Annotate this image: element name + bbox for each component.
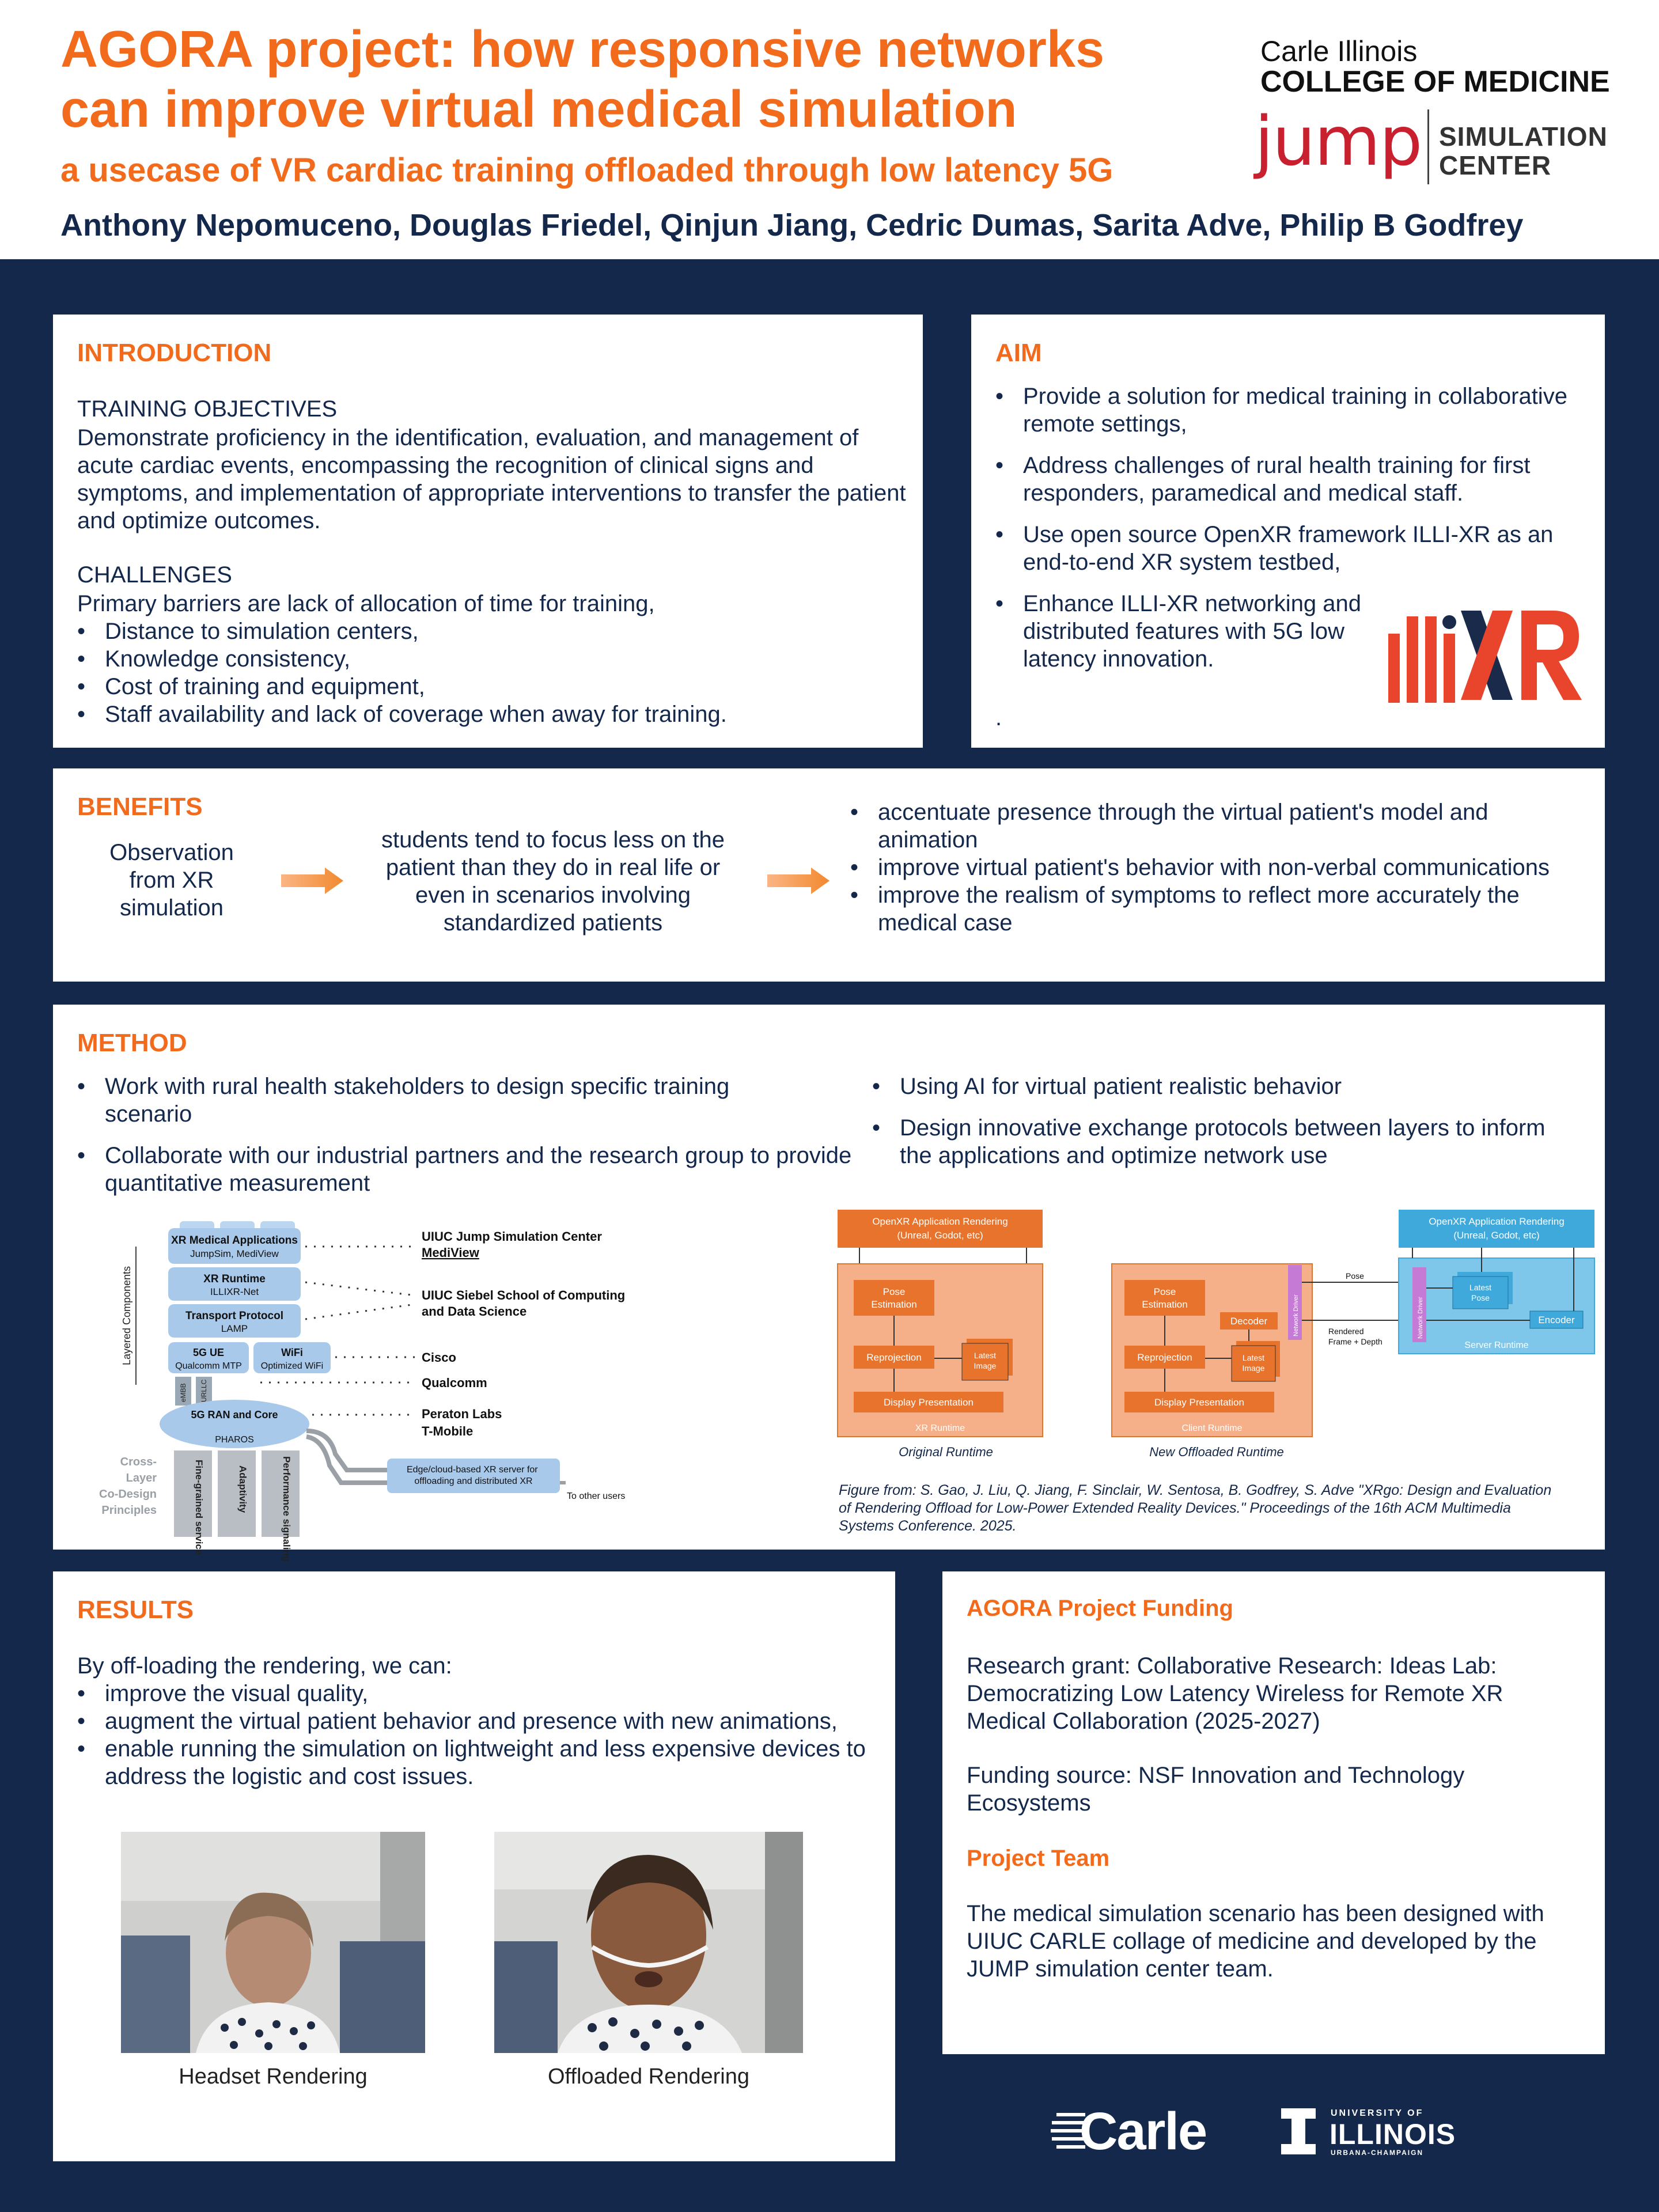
layer-name: XR Medical Applications (171, 1234, 298, 1247)
list-item: • Staff availability and lack of coverage when away for training. (77, 700, 907, 728)
decoder-label: Decoder (1230, 1316, 1268, 1327)
pose-label: Pose Estimation (1142, 1286, 1188, 1310)
server-app-box (1399, 1210, 1594, 1248)
logo-stroke (1425, 616, 1437, 703)
training-objectives-heading: TRAINING OBJECTIVES (77, 396, 338, 422)
cross-layer-label: Co-Design (99, 1488, 157, 1501)
display-label: Display Presentation (884, 1397, 974, 1408)
pose-label: Pose Estimation (871, 1286, 917, 1310)
list-item: • improve the realism of symptoms to reflect more accurately the medical case (850, 881, 1588, 937)
figure-reference: Figure from: S. Gao, J. Liu, Q. Jiang, F. Sinclair, W. Sentosa, B. Godfrey, S. Adve "XRgo: Design and Evaluation of Rendering Offload for Low-Power Extended Reality Devices." Proceedings of the 16th ACM Multimedia Systems Conference. 2025. (839, 1482, 1552, 1534)
wifi-detail: Optimized WiFi (260, 1361, 324, 1371)
logo-stroke (1521, 611, 1582, 700)
list-item: • Provide a solution for medical training in collaborative remote settings, (995, 382, 1583, 438)
list-item: • Work with rural health stakeholders to design specific training scenario (77, 1073, 734, 1128)
challenges-heading: CHALLENGES (77, 562, 232, 588)
encoder-label: Encoder (1538, 1315, 1575, 1325)
app-box-sub: (Unreal, Godot, etc) (897, 1230, 983, 1241)
layer-detail: ILLIXR-Net (210, 1286, 259, 1297)
list-item: • improve the visual quality, (77, 1680, 872, 1707)
carle-logo (1051, 2102, 1235, 2161)
pose-estimation-box (1124, 1280, 1205, 1316)
mini-label: eMBB (179, 1383, 187, 1402)
cross-layer-label: Principles (101, 1504, 157, 1517)
offloaded-rendering-image (494, 1832, 803, 2053)
layered-stack-diagram (99, 1212, 687, 1562)
client-runtime-label: Client Runtime (1181, 1423, 1243, 1433)
app-box-label: OpenXR Application Rendering (1429, 1216, 1565, 1227)
partner-label: T-Mobile (422, 1424, 474, 1438)
partner-label: UIUC Jump Simulation Center (422, 1229, 602, 1244)
logo-stroke (1388, 634, 1400, 703)
layer-detail: LAMP (221, 1323, 248, 1334)
introduction-title: INTRODUCTION (77, 339, 272, 367)
list-item: • Design innovative exchange protocols between layers to inform the applications and optimize network use (872, 1114, 1563, 1169)
poster-header (0, 0, 1659, 259)
pillar-label: Performance signaling (281, 1456, 292, 1562)
pillar-label: Fine-grained service (194, 1460, 204, 1555)
server-link (306, 1431, 387, 1470)
arrow-right-icon (767, 868, 830, 894)
aim-panel (971, 315, 1605, 748)
mini-label: URLLC (200, 1379, 208, 1402)
ran-name: 5G RAN and Core (191, 1409, 278, 1421)
project-team-text: The medical simulation scenario has been designed with UIUC CARLE collage of medicine and developed by the JUMP simulation center team. (967, 1901, 1544, 1982)
poster-subtitle: a usecase of VR cardiac training offloaded through low latency 5G (60, 151, 1113, 189)
original-runtime-caption: Original Runtime (899, 1445, 993, 1459)
pillar-adaptivity (218, 1450, 256, 1537)
latest-image-label: Latest Image (974, 1351, 997, 1370)
uofi-main-text: ILLINOIS (1330, 2118, 1456, 2150)
carle-illinois-logo-text: Carle Illinois (1260, 35, 1418, 67)
edge-server-box (387, 1459, 560, 1493)
aim-title: AIM (995, 339, 1042, 367)
benefits-list (850, 798, 1588, 937)
partner-connector (305, 1304, 416, 1319)
funding-title: AGORA Project Funding (967, 1596, 1233, 1621)
display-label: Display Presentation (1154, 1397, 1244, 1408)
other-users-label: To other users (567, 1491, 626, 1501)
reprojection-label: Reprojection (866, 1352, 922, 1363)
list-item: • Knowledge consistency, (77, 645, 907, 673)
new-runtime-caption: New Offloaded Runtime (1149, 1445, 1284, 1459)
illixr-logo (1380, 599, 1589, 709)
layer-detail: JumpSim, MediView (190, 1248, 279, 1259)
list-item: • Use open source OpenXR framework ILLI-XR as an end-to-end XR system testbed, (995, 521, 1583, 576)
pillar-performance (262, 1450, 300, 1537)
cross-layer-label: Layer (126, 1472, 157, 1484)
partner-label: Cisco (422, 1350, 456, 1365)
list-item: • Address challenges of rural health training for first responders, paramedical and medical staff. (995, 452, 1583, 507)
simulation-center-logo-line1: SIMULATION (1439, 122, 1608, 151)
server-box-line: Edge/cloud-based XR server for (406, 1465, 538, 1475)
wifi-name: WiFi (281, 1347, 303, 1358)
method-left-list (77, 1073, 884, 1197)
app-box-sub: (Unreal, Godot, etc) (1453, 1230, 1540, 1241)
list-item: • Distance to simulation centers, (77, 618, 907, 645)
headset-rendering-image (121, 1832, 425, 2053)
poster-title-line2: can improve virtual medical simulation (60, 81, 1017, 138)
training-objectives-text: Demonstrate proficiency in the identification, evaluation, and management of acute cardiac events, encompassing the recognition of clinical signs and symptoms, and implementation of appropriate interventions to transfer the patient and optimize outcomes. (77, 425, 906, 533)
uiuc-logo (1281, 2108, 1477, 2157)
simulation-center-logo-line2: CENTER (1439, 150, 1552, 180)
funding-grant: Research grant: Collaborative Research: Ideas Lab: Democratizing Low Latency Wireless for Remote XR Medical Collaboration (2025-2027) (967, 1653, 1503, 1734)
observation-text: Observation from XR simulation (109, 840, 234, 921)
cross-layer-label: Cross- (120, 1456, 157, 1468)
introduction-panel (53, 315, 923, 748)
partner-label: Qualcomm (422, 1376, 487, 1390)
partner-label: and Data Science (422, 1304, 527, 1319)
funding-source: Funding source: NSF Innovation and Technology Ecosystems (967, 1763, 1465, 1816)
challenges-intro: Primary barriers are lack of allocation of time for training, (77, 591, 655, 616)
pillar-fine-grained (174, 1450, 212, 1537)
rendered-link-label: Rendered (1328, 1327, 1364, 1336)
pillar-label: Adaptivity (237, 1465, 248, 1513)
benefits-title: BENEFITS (77, 793, 203, 821)
network-driver-label: Network Driver (1417, 1297, 1424, 1339)
reprojection-label: Reprojection (1137, 1352, 1192, 1363)
pose-link-label: Pose (1346, 1271, 1364, 1281)
method-title: METHOD (77, 1029, 187, 1057)
results-panel (53, 1571, 895, 2161)
network-driver-label: Network Driver (1293, 1294, 1300, 1336)
challenges-list (77, 618, 907, 728)
server-runtime-label: Server Runtime (1464, 1340, 1529, 1350)
list-item: • Enhance ILLI-XR networking and distributed features with 5G low latency innovation. (995, 590, 1364, 673)
stack-side-label: Layered Components (121, 1266, 132, 1366)
app-box-label: OpenXR Application Rendering (872, 1216, 1008, 1227)
logo-dot (1442, 615, 1456, 629)
arrow-right-icon (281, 868, 343, 894)
pose-estimation-box (854, 1280, 934, 1316)
project-team-title: Project Team (967, 1846, 1110, 1871)
partner-connector (305, 1282, 416, 1296)
ue-detail: Qualcomm MTP (175, 1361, 242, 1371)
aim-trailing-dot: . (995, 705, 1002, 730)
list-item: • accentuate presence through the virtual patient's model and animation (850, 798, 1588, 854)
logo-divider (1427, 109, 1429, 184)
jump-logo: jump (1255, 101, 1422, 181)
logo-stroke (1407, 616, 1418, 703)
partner-label: UIUC Siebel School of Computing (422, 1288, 626, 1302)
uofi-sub-text: URBANA-CHAMPAIGN (1331, 2149, 1424, 2157)
xr-runtime-label: XR Runtime (915, 1423, 965, 1433)
list-item: • Collaborate with our industrial partners and the research group to provide quantitative measurement (77, 1142, 884, 1197)
funding-panel (942, 1571, 1605, 2054)
latest-pose-label: Latest Pose (1469, 1283, 1492, 1302)
partner-label: MediView (422, 1245, 479, 1260)
layer-name: Transport Protocol (185, 1310, 283, 1322)
headset-rendering-caption: Headset Rendering (179, 2065, 368, 2089)
latest-pose-stack (1453, 1277, 1508, 1309)
app-rendering-box (838, 1210, 1043, 1248)
list-item: • Using AI for virtual patient realistic behavior (872, 1073, 1563, 1100)
list-item: • improve virtual patient's behavior with non-verbal communications (850, 854, 1588, 881)
server-box-line: offloading and distributed XR (414, 1476, 533, 1486)
college-of-medicine-logo-text: COLLEGE OF MEDICINE (1260, 65, 1610, 99)
layer-name: XR Runtime (203, 1273, 266, 1285)
carle-logo-text: Carle (1080, 2102, 1207, 2161)
list-item: • Cost of training and equipment, (77, 673, 907, 700)
method-panel (53, 1005, 1605, 1562)
block-i-icon (1281, 2108, 1316, 2154)
runtime-diagram (836, 1207, 1597, 1461)
results-list (77, 1680, 872, 1790)
benefits-panel (53, 768, 1605, 982)
ue-name: 5G UE (192, 1347, 225, 1358)
ran-detail: PHAROS (215, 1435, 254, 1445)
uofi-top-text: UNIVERSITY OF (1331, 2108, 1424, 2118)
list-item: • enable running the simulation on lightweight and less expensive devices to address the logistic and cost issues. (77, 1735, 872, 1790)
author-list: Anthony Nepomuceno, Douglas Friedel, Qinjun Jiang, Cedric Dumas, Sarita Adve, Philip B Godfrey (60, 208, 1524, 243)
rendered-link-label: Frame + Depth (1328, 1337, 1382, 1346)
results-title: RESULTS (77, 1596, 194, 1624)
latest-image-label: Latest Image (1242, 1353, 1265, 1373)
observation-finding: students tend to focus less on the patient than they do in real life or even in scenarios involving standardized patients (381, 827, 725, 935)
poster-title-line1: AGORA project: how responsive networks (60, 21, 1104, 78)
offloaded-rendering-caption: Offloaded Rendering (548, 2065, 749, 2089)
logo-stroke (1444, 634, 1455, 703)
method-right-list (872, 1073, 1563, 1169)
list-item: • augment the virtual patient behavior and presence with new animations, (77, 1707, 872, 1735)
partner-label: Peraton Labs (422, 1407, 502, 1421)
results-intro: By off-loading the rendering, we can: (77, 1653, 452, 1679)
